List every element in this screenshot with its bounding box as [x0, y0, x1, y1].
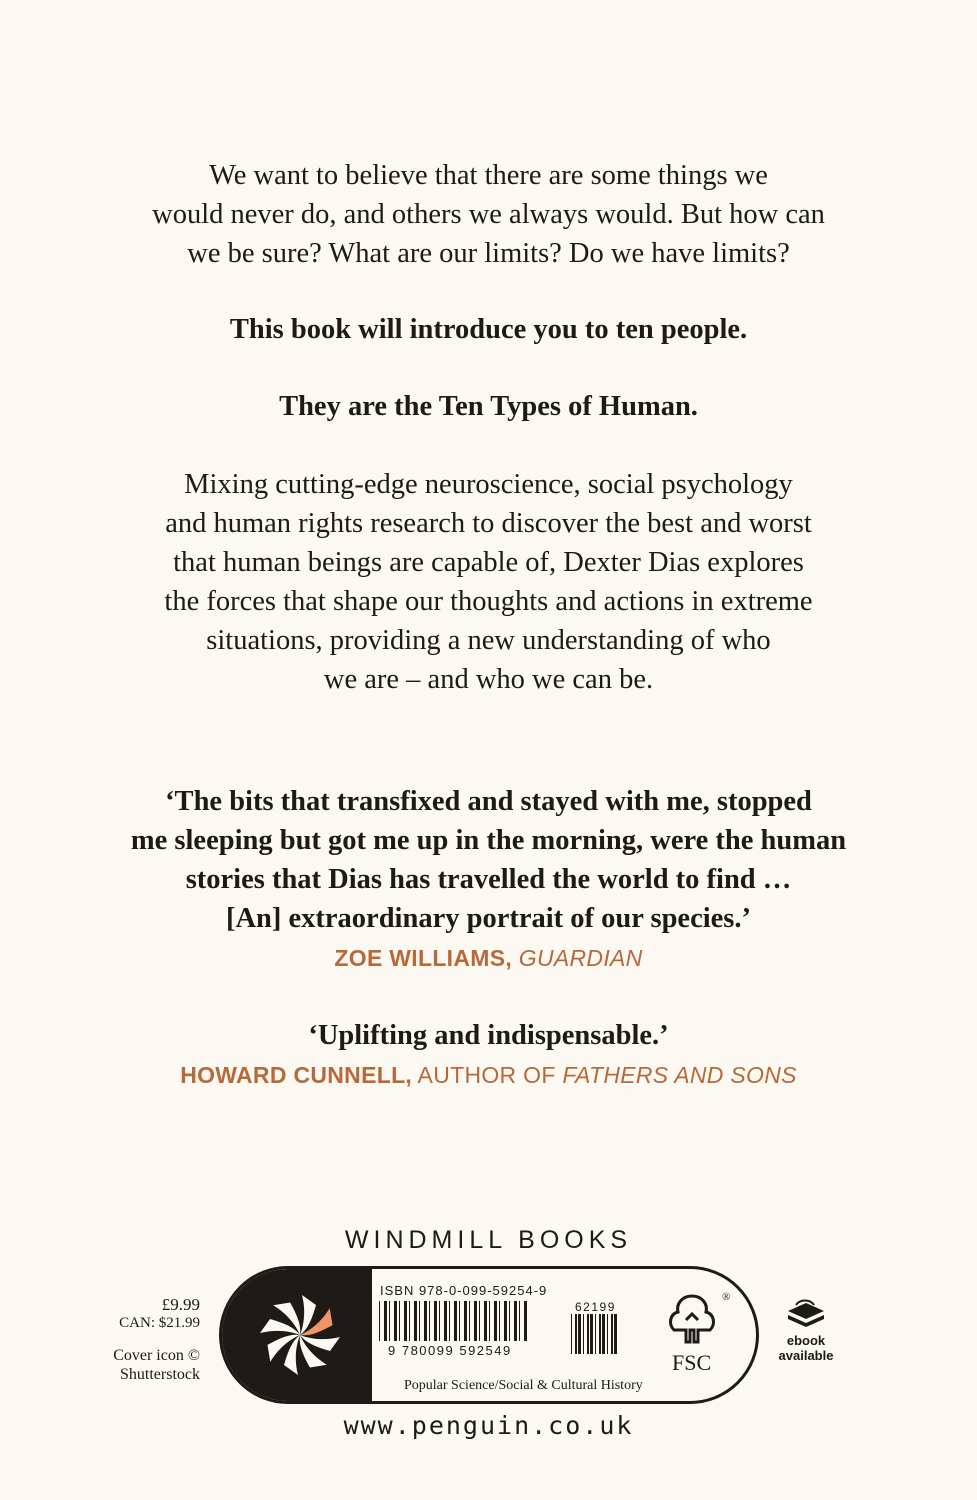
intro-line: would never do, and others we always would. But how can — [152, 199, 825, 230]
barcode-bar — [583, 1314, 584, 1354]
barcode-bar — [459, 1301, 460, 1341]
description-line: the forces that shape our thoughts and actions in extreme — [164, 586, 813, 617]
barcode-bar — [599, 1314, 601, 1354]
reviewer-role: AUTHOR OF — [417, 1062, 556, 1088]
review-quote-2: ‘Uplifting and indispensable.’ — [308, 1020, 669, 1051]
quote-2-attribution — [60, 1062, 917, 1089]
price-block — [90, 1295, 200, 1333]
logo-panel — [222, 1269, 372, 1401]
price-canada: CAN: $21.99 — [119, 1315, 200, 1331]
quote-line: me sleeping but got me up in the morning, were the human — [130, 825, 847, 856]
barcode-bar — [444, 1301, 447, 1341]
barcode-bar — [379, 1301, 380, 1341]
barcode-bar — [499, 1301, 500, 1341]
barcode-bar — [571, 1314, 572, 1354]
publisher-website[interactable]: www.penguin.co.uk — [343, 1411, 634, 1440]
barcode-bar — [384, 1301, 387, 1341]
barcode-bar — [590, 1314, 593, 1354]
barcode-bar — [514, 1301, 517, 1341]
barcode-bar — [614, 1314, 617, 1354]
registered-mark: ® — [722, 1291, 731, 1303]
addon-number: 62199 — [575, 1300, 616, 1314]
barcode-bar — [484, 1301, 487, 1341]
barcode-bar — [509, 1301, 510, 1341]
reviewer-name: ZOE WILLIAMS, — [334, 945, 513, 971]
cover-credit-line: Cover icon © — [113, 1347, 200, 1364]
barcode-bar — [414, 1301, 417, 1341]
ebook-available-label — [771, 1333, 841, 1363]
barcode-bar — [419, 1301, 420, 1341]
description-line: we are – and who we can be. — [323, 664, 654, 695]
barcode-bar — [429, 1301, 430, 1341]
ebook-line: available — [778, 1348, 834, 1363]
barcode-bar — [464, 1301, 467, 1341]
barcode-bar — [439, 1301, 440, 1341]
book-title: FATHERS AND SONS — [562, 1062, 797, 1088]
publication-name: GUARDIAN — [518, 945, 643, 971]
barcode-bar — [611, 1314, 613, 1354]
barcode-bar — [595, 1314, 596, 1354]
review-quote-1 — [60, 782, 917, 938]
barcode-bar — [587, 1314, 589, 1354]
barcode-number: 9 780099 592549 — [388, 1343, 512, 1358]
barcode-bar — [399, 1301, 400, 1341]
barcode-bar — [607, 1314, 608, 1354]
quote-line: ‘The bits that transfixed and stayed with me, stopped — [165, 786, 812, 817]
headline-ten-types: They are the Ten Types of Human. — [279, 391, 698, 422]
barcode-bar — [489, 1301, 490, 1341]
quote-1-attribution — [60, 945, 917, 972]
fsc-tree-icon — [660, 1290, 724, 1350]
quote-line: [An] extraordinary portrait of our species.’ — [225, 903, 752, 934]
barcode-bar — [578, 1314, 581, 1354]
intro-line: we be sure? What are our limits? Do we have limits? — [187, 238, 790, 269]
barcode-bar — [394, 1301, 397, 1341]
barcode-bar — [494, 1301, 497, 1341]
publisher-imprint: WINDMILL BOOKS — [344, 1226, 633, 1254]
intro-paragraph — [60, 156, 917, 273]
barcode-bar — [575, 1314, 577, 1354]
pinwheel-logo-icon — [240, 1273, 360, 1397]
quote-line: stories that Dias has travelled the world to find … — [185, 864, 792, 895]
barcode-bar — [504, 1301, 507, 1341]
book-category: Popular Science/Social & Cultural History — [404, 1378, 643, 1393]
barcode-bar — [474, 1301, 477, 1341]
barcode-bar — [389, 1301, 390, 1341]
barcode-bar — [404, 1301, 407, 1341]
headline-ten-people: This book will introduce you to ten people. — [229, 314, 748, 345]
description-line: Mixing cutting-edge neuroscience, social psychology — [184, 469, 793, 500]
barcode-bar — [449, 1301, 450, 1341]
barcode-bar — [434, 1301, 437, 1341]
description-line: and human rights research to discover the best and worst — [165, 508, 812, 539]
barcode-bar — [524, 1301, 527, 1341]
description-line: that human beings are capable of, Dexter Dias explores — [173, 547, 804, 578]
ebook-icon — [782, 1297, 828, 1333]
barcode-bar — [409, 1301, 410, 1341]
isbn-barcode — [379, 1301, 569, 1345]
description-line: situations, providing a new understanding of who — [206, 625, 771, 656]
reviewer-name: HOWARD CUNNELL, — [180, 1062, 413, 1088]
price-addon-barcode — [571, 1314, 643, 1358]
price-uk: £9.99 — [161, 1295, 200, 1314]
cover-credit — [80, 1346, 200, 1384]
barcode-bar — [454, 1301, 457, 1341]
barcode-bar — [479, 1301, 480, 1341]
fsc-label: FSC — [672, 1350, 712, 1375]
isbn-label: ISBN 978-0-099-59254-9 — [380, 1283, 548, 1298]
barcode-bar — [602, 1314, 605, 1354]
barcode-bar — [469, 1301, 470, 1341]
barcode-bar — [424, 1301, 427, 1341]
intro-line: We want to believe that there are some things we — [209, 160, 768, 191]
barcode-bar — [519, 1301, 520, 1341]
ebook-line: ebook — [786, 1333, 826, 1348]
description-paragraph — [60, 465, 917, 699]
cover-credit-line: Shutterstock — [120, 1366, 200, 1383]
